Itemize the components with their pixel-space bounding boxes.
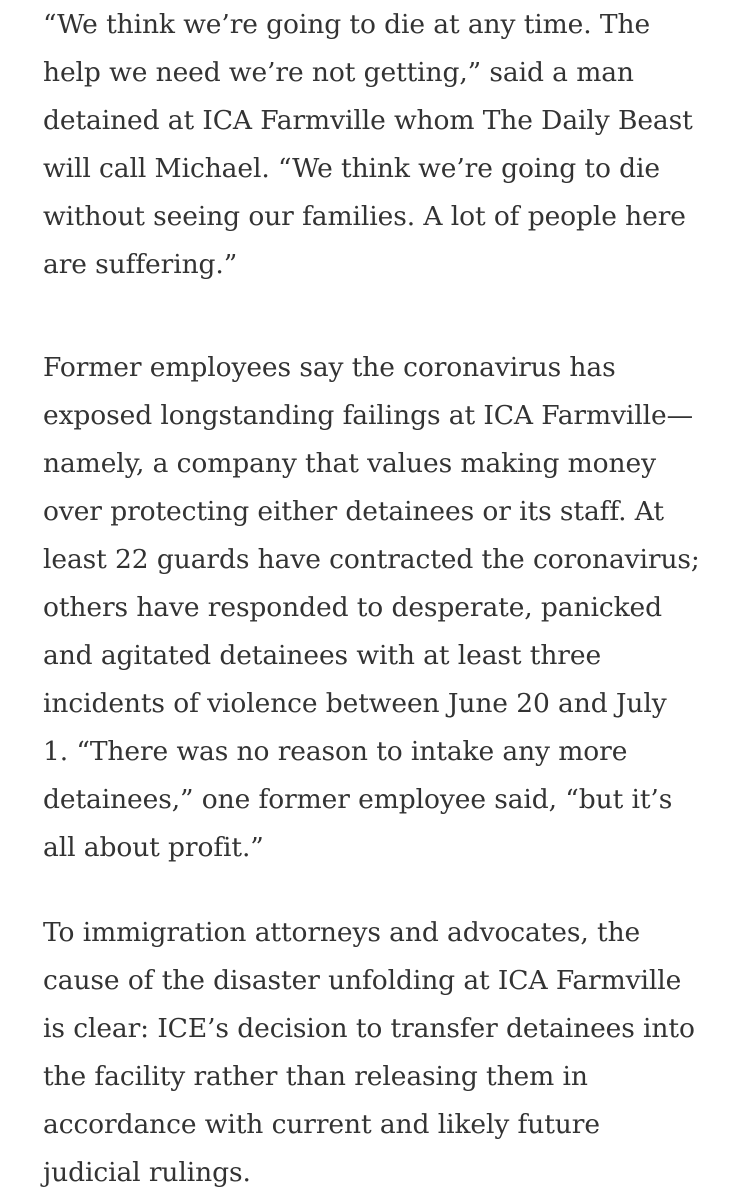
text-line: least 22 guards have contracted the coronavirus; [43,544,700,575]
text-line: are suffering.” [43,249,238,280]
text-line: judicial rulings. [43,1157,251,1188]
text-line: others have responded to desperate, panicked [43,592,662,623]
text-line: exposed longstanding failings at ICA Farmville— [43,400,694,431]
text-line: all about profit.” [43,832,264,863]
paragraph-immigration-attorneys [43,909,695,1197]
text-line: cause of the disaster unfolding at ICA Farmville [43,965,682,996]
paragraph-michael-quote [43,1,693,289]
text-line: accordance with current and likely future [43,1109,600,1140]
text-line: incidents of violence between June 20 and July [43,688,667,719]
text-line: detained at ICA Farmville whom The Daily Beast [43,105,693,136]
paragraph-former-employees [43,344,700,872]
text-line: and agitated detainees with at least three [43,640,602,671]
text-line: namely, a company that values making money [43,448,656,479]
text-line: 1. “There was no reason to intake any more [43,736,628,767]
text-line: To immigration attorneys and advocates, the [43,917,641,948]
text-line: the facility rather than releasing them in [43,1061,588,1092]
text-line: Former employees say the coronavirus has [43,352,616,383]
text-line: help we need we’re not getting,” said a man [43,57,634,88]
text-line: over protecting either detainees or its staff. At [43,496,664,527]
text-line: is clear: ICE’s decision to transfer detainees into [43,1013,695,1044]
text-line: will call Michael. “We think we’re going to die [43,153,660,184]
text-line: without seeing our families. A lot of people here [43,201,686,232]
text-line: “We think we’re going to die at any time. The [43,9,651,40]
text-line: detainees,” one former employee said, “but it’s [43,784,673,815]
